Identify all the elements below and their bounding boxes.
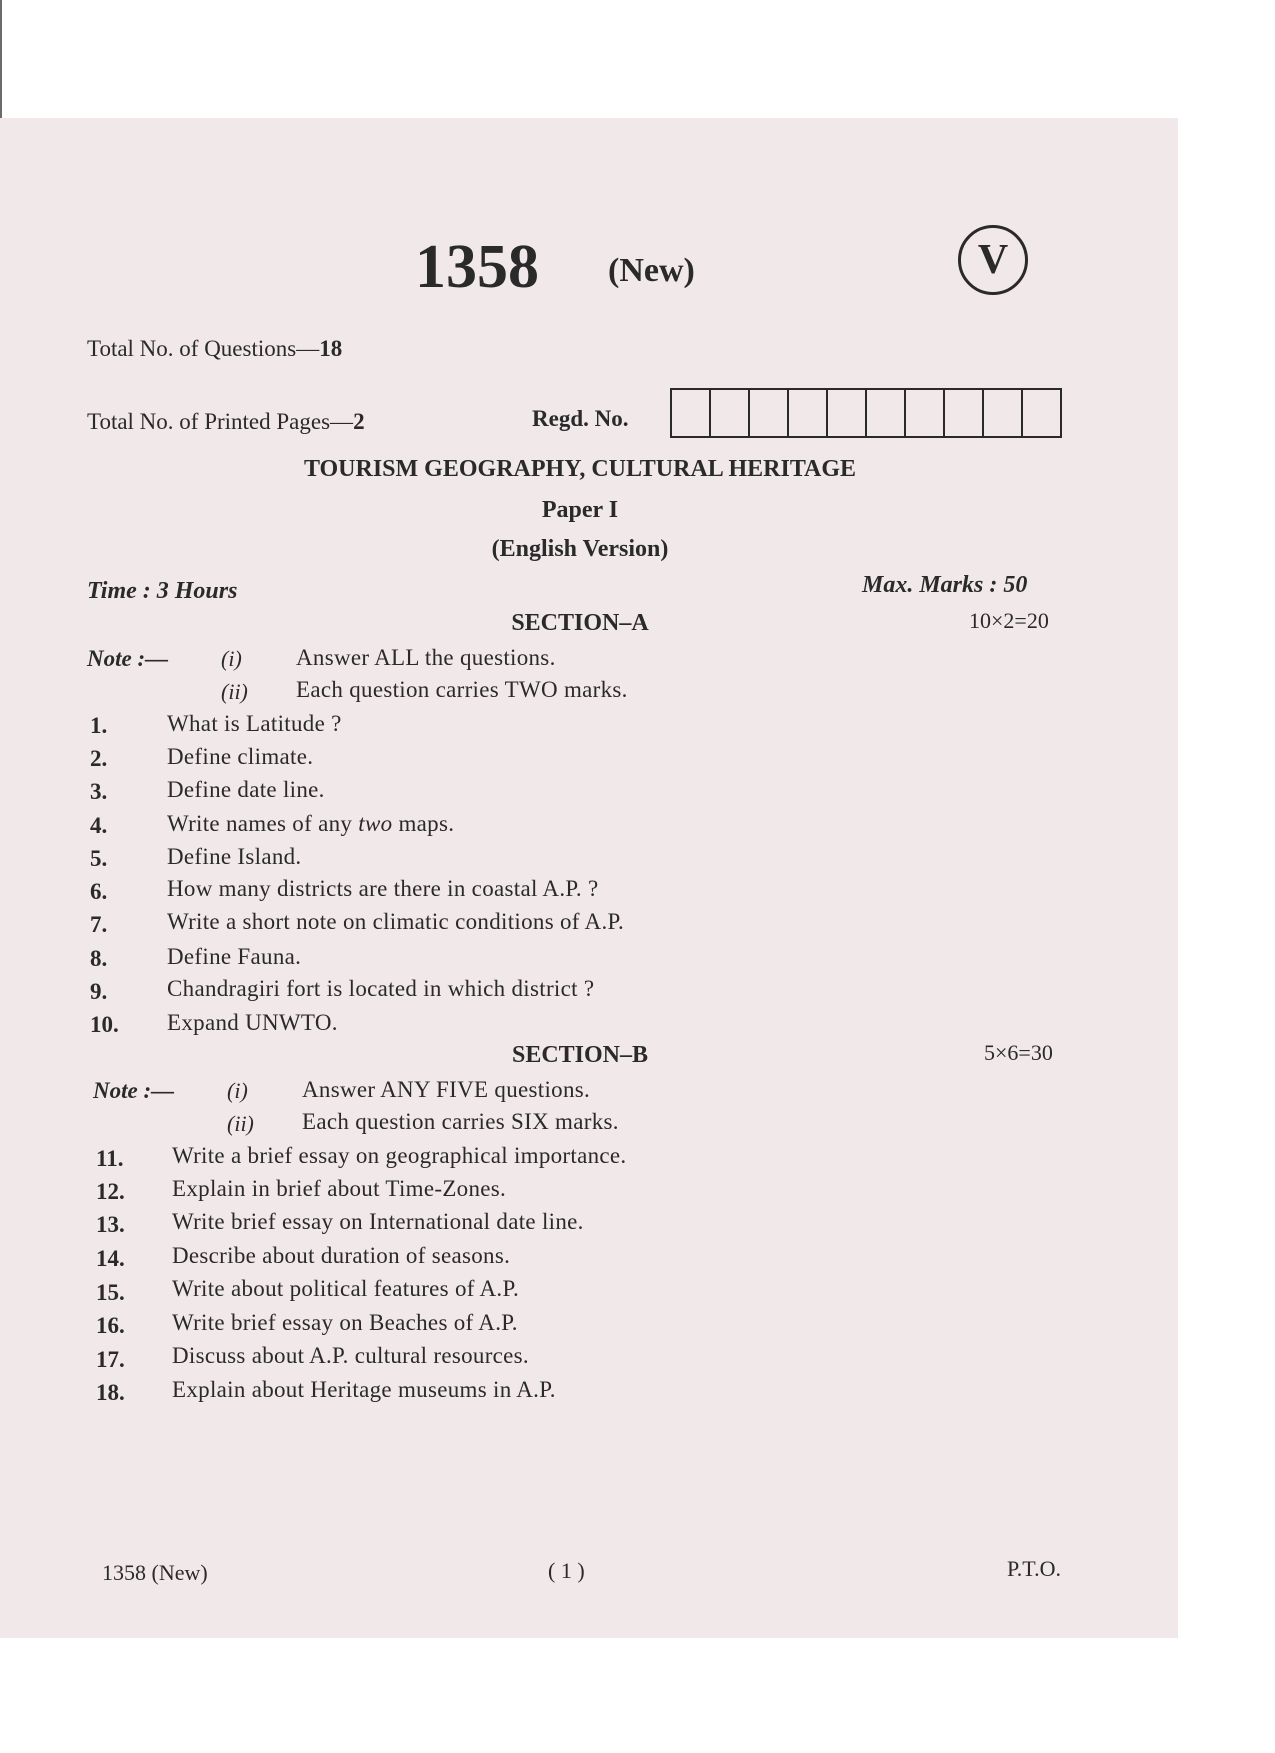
section-a-heading: SECTION–A	[511, 610, 649, 636]
total-questions-label: Total No. of Questions—	[87, 336, 320, 361]
regd-box[interactable]	[984, 390, 1023, 436]
question-number: 13.	[96, 1212, 125, 1237]
section-b-note-text: Each question carries SIX marks.	[302, 1109, 619, 1134]
question-text: Define climate.	[167, 744, 314, 769]
section-a-note-marker: (i)	[221, 646, 242, 671]
printed-pages	[87, 409, 365, 435]
printed-pages-value: 2	[353, 409, 365, 434]
question-number: 4.	[90, 813, 108, 838]
regd-no-label: Regd. No.	[532, 406, 629, 431]
regd-box[interactable]	[750, 390, 789, 436]
question-number: 2.	[90, 746, 108, 771]
question-text: How many districts are there in coastal A.P. ?	[167, 876, 599, 901]
subject-title: TOURISM GEOGRAPHY, CULTURAL HERITAGE	[303, 456, 857, 482]
question-number: 8.	[90, 946, 108, 971]
section-a-note-text: Each question carries TWO marks.	[296, 677, 628, 702]
section-a-note-marker: (ii)	[221, 679, 248, 704]
section-a-marks: 10×2=20	[969, 608, 1049, 633]
section-b-note-text: Answer ANY FIVE questions.	[302, 1077, 591, 1102]
question-text-part: Write names of any	[167, 811, 359, 836]
scan-edge	[0, 0, 2, 120]
regd-box[interactable]	[1023, 390, 1060, 436]
question-text: Describe about duration of seasons.	[172, 1243, 511, 1268]
question-number: 15.	[96, 1280, 125, 1305]
question-text: Write about political features of A.P.	[172, 1276, 520, 1301]
version-badge-letter: V	[977, 237, 1009, 283]
regd-no-boxes[interactable]	[670, 388, 1062, 438]
question-text-emphasis: two	[358, 811, 393, 836]
please-turn-over: P.T.O.	[1007, 1556, 1061, 1581]
section-b-note-marker: (i)	[227, 1078, 248, 1103]
regd-box[interactable]	[711, 390, 750, 436]
question-text: What is Latitude ?	[167, 711, 342, 736]
printed-pages-label: Total No. of Printed Pages—	[87, 409, 354, 434]
regd-box[interactable]	[945, 390, 984, 436]
regd-box[interactable]	[789, 390, 828, 436]
section-b-note-marker: (ii)	[227, 1111, 254, 1136]
question-number: 6.	[90, 879, 108, 904]
section-a-note-label: Note :—	[87, 646, 169, 671]
question-number: 14.	[96, 1246, 125, 1271]
question-number: 11.	[96, 1146, 124, 1171]
question-text: Explain in brief about Time-Zones.	[172, 1176, 507, 1201]
question-number: 5.	[90, 846, 108, 871]
section-a-note-text: Answer ALL the questions.	[296, 645, 556, 670]
question-number: 18.	[96, 1380, 125, 1405]
question-text: Write a brief essay on geographical importance.	[172, 1143, 627, 1168]
question-number: 16.	[96, 1313, 125, 1338]
paper-code: 1358	[415, 233, 539, 301]
section-b-heading: SECTION–B	[511, 1042, 649, 1068]
question-text	[167, 811, 454, 837]
question-text: Define Fauna.	[167, 944, 302, 969]
question-text: Define Island.	[167, 844, 302, 869]
question-number: 9.	[90, 979, 108, 1004]
question-text: Chandragiri fort is located in which district ?	[167, 976, 595, 1001]
regd-box[interactable]	[906, 390, 945, 436]
section-b-note-label: Note :—	[93, 1078, 175, 1103]
question-number: 12.	[96, 1179, 125, 1204]
regd-box[interactable]	[867, 390, 906, 436]
question-number: 7.	[90, 912, 108, 937]
question-number: 10.	[90, 1012, 119, 1037]
question-text: Explain about Heritage museums in A.P.	[172, 1377, 556, 1402]
question-text: Write brief essay on International date line.	[172, 1209, 584, 1234]
total-questions-value: 18	[319, 336, 343, 361]
total-questions	[87, 336, 342, 362]
exam-time: Time : 3 Hours	[87, 578, 238, 604]
question-number: 3.	[90, 779, 108, 804]
page-number: ( 1 )	[548, 1558, 585, 1583]
paper-code-version: (New)	[608, 252, 695, 289]
regd-box[interactable]	[672, 390, 711, 436]
question-text: Expand UNWTO.	[167, 1010, 338, 1035]
language-version: (English Version)	[491, 536, 669, 562]
version-badge	[958, 225, 1028, 295]
question-text: Discuss about A.P. cultural resources.	[172, 1343, 529, 1368]
question-number: 17.	[96, 1347, 125, 1372]
footer-paper-code: 1358 (New)	[102, 1560, 208, 1585]
max-marks: Max. Marks : 50	[862, 572, 1028, 598]
question-number: 1.	[90, 713, 108, 738]
question-text: Write a short note on climatic conditions of A.P.	[167, 909, 625, 934]
question-text-part: maps.	[392, 811, 455, 836]
section-b-marks: 5×6=30	[984, 1040, 1053, 1065]
question-text: Write brief essay on Beaches of A.P.	[172, 1310, 518, 1335]
question-text: Define date line.	[167, 777, 325, 802]
regd-box[interactable]	[828, 390, 867, 436]
paper-number: Paper I	[541, 497, 619, 523]
